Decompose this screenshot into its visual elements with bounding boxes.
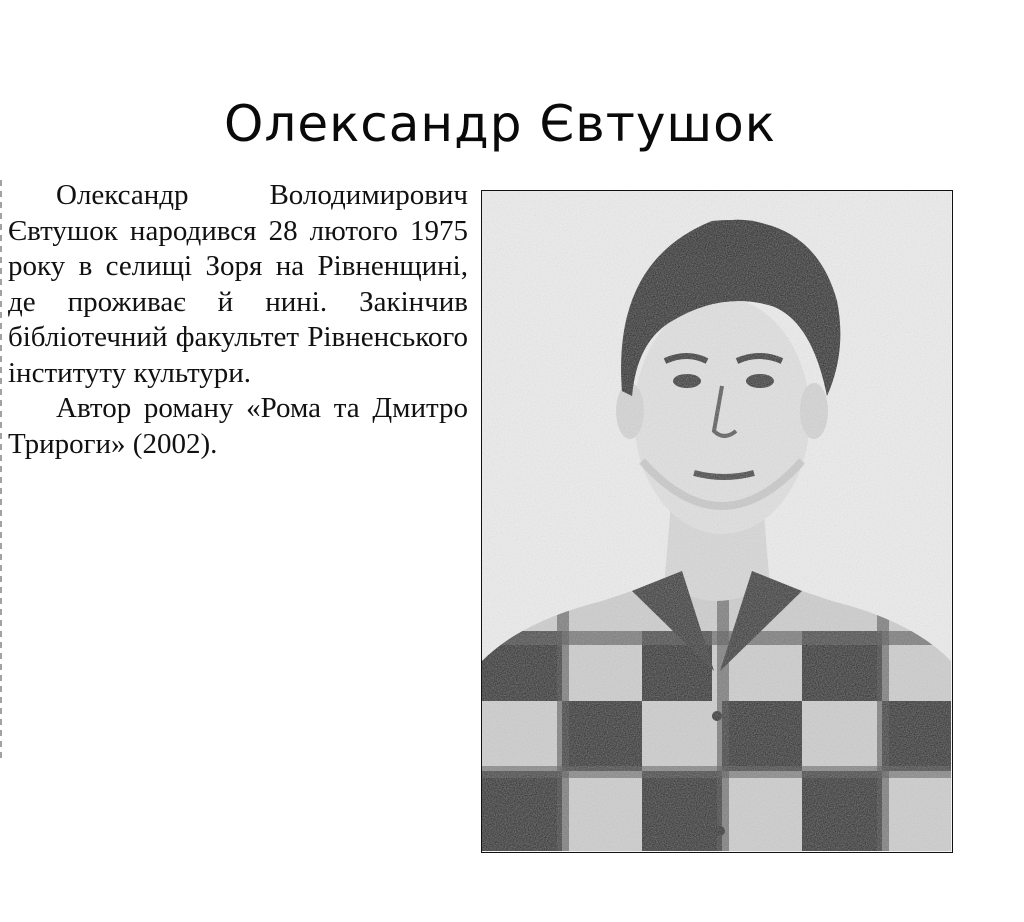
page-edge-divider: [0, 180, 2, 760]
page-title: Олександр Євтушок: [224, 95, 776, 153]
author-portrait-photo: [481, 190, 953, 853]
biography-paragraph-2: Автор роману «Рома та Дмитро Трироги» (2002).: [8, 392, 468, 460]
biography-paragraph-1: Олександр Володимирович Євтушок народився 28 лютого 1975 року в селищі Зоря на Рівненщині, де проживає й нині. Закінчив бібліотечний факультет Рівненського інституту культури.: [8, 179, 468, 389]
portrait-icon: [482, 191, 951, 851]
biography-text: [8, 178, 468, 462]
